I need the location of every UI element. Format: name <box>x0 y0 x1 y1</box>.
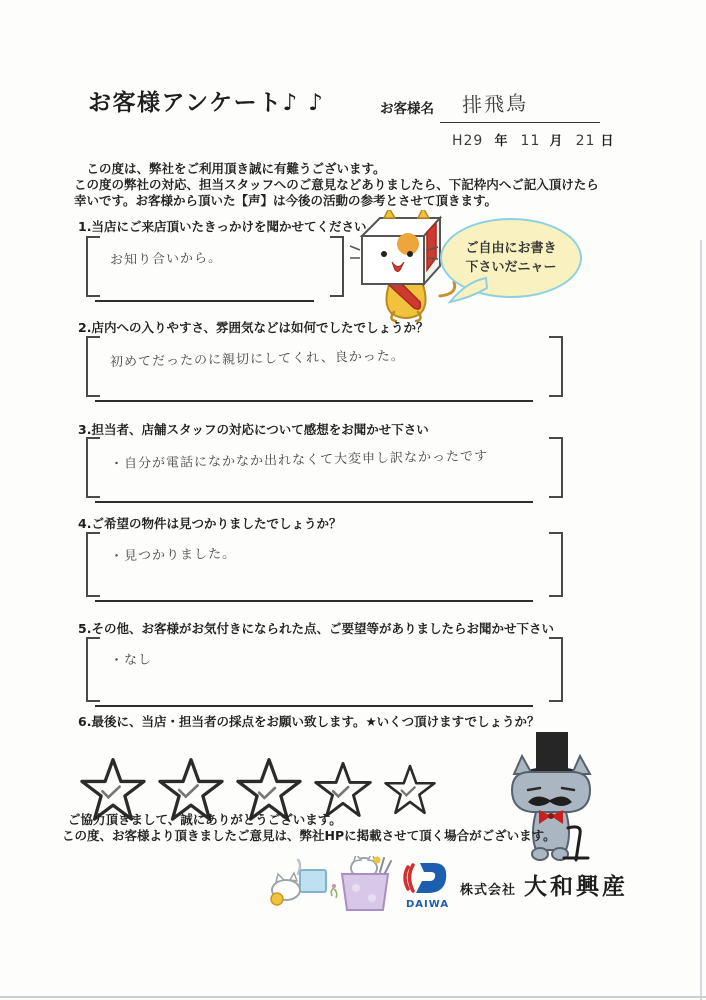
bracket-right <box>549 437 563 498</box>
speech-bubble-line-2: 下さいだニャー <box>465 260 557 275</box>
star-5-icon-checked <box>384 764 436 816</box>
bracket-left <box>86 532 100 597</box>
question-5-answer: ・なし <box>109 652 153 669</box>
date-era-year: H29 <box>452 133 484 149</box>
question-4-label: 4.ご希望の物件は見つかりましたでしょうか？ <box>78 516 342 531</box>
date-line <box>452 130 614 149</box>
customer-name-value: 排飛鳥 <box>461 90 529 118</box>
bracket-right <box>549 336 563 397</box>
company-name-block <box>460 868 628 901</box>
question-1-label: 1.当店にご来店頂いたきっかけを聞かせてください <box>78 219 367 234</box>
question-2-answer-box <box>86 336 563 402</box>
speech-bubble-tail <box>448 276 488 306</box>
bracket-right <box>549 532 563 597</box>
page-title: お客様アンケート♪ ♪ <box>88 90 325 116</box>
bracket-left <box>86 236 100 297</box>
bracket-left <box>86 637 100 702</box>
question-3-answer: ・自分が電話になかなか出れなくて大変申し訳なかったです <box>109 449 489 472</box>
question-3-answer-box <box>86 437 563 503</box>
answer-underline <box>95 400 533 402</box>
scan-edge-right <box>700 240 702 1000</box>
cat-doodles-icon <box>268 856 393 914</box>
answer-underline <box>95 300 314 302</box>
speech-bubble-line-1: ご自由にお書き <box>465 241 557 256</box>
question-5-label: 5.その他、お客様がお気付きになられた点、ご要望等がありましたらお聞かせ下さい <box>78 621 554 636</box>
company-prefix: 株式会社 <box>460 883 517 898</box>
customer-name-label: お客様名 <box>380 101 434 117</box>
intro-line-1: この度は、弊社をご利用頂き誠に有難うございます。 <box>74 161 386 176</box>
date-year-label: 年 <box>494 134 508 149</box>
gentleman-cat-icon <box>496 732 606 864</box>
footer-notice-line: この度、お客様より頂きましたご意見は、弊社HPに掲載させて頂く場合がございます。 <box>62 828 556 843</box>
company-name: 大和興産 <box>524 874 629 900</box>
date-month-label: 月 <box>549 134 563 149</box>
date-day-label: 日 <box>600 134 614 149</box>
answer-underline <box>95 501 533 503</box>
question-4-answer: ・見つかりました。 <box>109 546 237 565</box>
scan-edge-bottom <box>0 996 706 998</box>
bracket-left <box>86 336 100 397</box>
question-1-answer: お知り合いから。 <box>109 250 223 269</box>
customer-name-underline <box>440 98 600 123</box>
bracket-right <box>330 236 344 297</box>
answer-underline <box>95 705 533 707</box>
question-5-answer-box <box>86 637 563 707</box>
answer-underline <box>95 600 533 602</box>
date-month-value: 11 <box>520 133 541 149</box>
daiwa-logo-icon <box>400 857 452 909</box>
bracket-right <box>549 637 563 702</box>
daiwa-logo-text: DAIWA <box>406 899 450 909</box>
question-3-label: 3.担当者、店舗スタッフの対応について感想をお聞かせ下さい <box>78 422 429 437</box>
question-1-answer-box <box>86 236 344 302</box>
question-6-label: 6.最後に、当店・担当者の採点をお願い致します。★いくつ頂けますでしょうか？ <box>78 714 540 729</box>
intro-line-3: 幸いです。お客様から頂いた【声】は今後の活動の参考とさせて頂きます。 <box>74 193 498 208</box>
footer-thanks-line: ご協力頂きまして、誠にありがとうございます。 <box>68 812 342 827</box>
intro-line-2: この度の弊社の対応、担当スタッフへのご意見などありましたら、下記枠内へご記入頂けたら <box>74 177 599 192</box>
date-day-value: 21 <box>575 133 596 149</box>
question-2-label: 2.店内への入りやすさ、雰囲気などは如何でしたでしょうか？ <box>78 320 429 335</box>
question-4-answer-box <box>86 532 563 602</box>
question-2-answer: 初めてだったのに親切にしてくれ、良かった。 <box>109 348 405 371</box>
bracket-left <box>86 437 100 498</box>
